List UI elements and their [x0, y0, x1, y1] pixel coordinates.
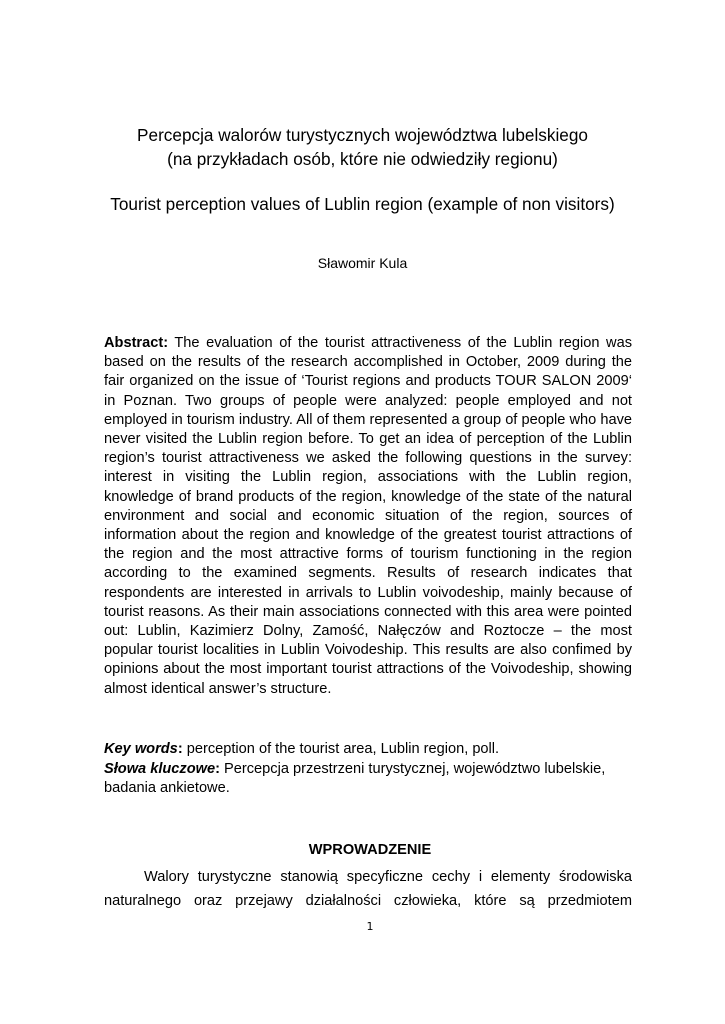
title-english: Tourist perception values of Lublin region (example of non visitors): [110, 194, 615, 214]
abstract-paragraph: [104, 334, 632, 699]
abstract-text: The evaluation of the tourist attractiveness of the Lublin region was based on the results of the research accomplished in October, 2009 during the fair organized on the issue of ‘Tourist regions and products TOUR SALON 2009‘ in Poznan. Two groups of people were analyzed: people employed and not employed in tourism industry. All of them represented a group of people who have never visited the Lublin region before. To get an idea of perception of the Lublin region’s tourist attractiveness we asked the following questions in the survey: interest in visiting the Lublin region, associations with the Lublin region, knowledge of brand products of the region, knowledge of the state of the natural environment and social and economic situation of the region, sources of information about the region and knowledge of the greatest tourist attractions of the region and the most attractive forms of tourism functioning in the region according to the examined segments. Results of research indicates that respondents are interested in arrivals to Lublin voivodeship, mainly because of tourist reasons. As their main associations connected with this area were pointed out: Lublin, Kazimierz Dolny, Zamość, Nałęczów and Roztocze – the most popular tourist localities in Lublin Voivodeship. This results are also confimed by opinions about the most important tourist attractions of the Voivodeship, showing almost identical answer’s structure.: [104, 335, 633, 697]
keywords-english-label: Key words: [104, 741, 178, 757]
title-polish-line-1: Percepcja walorów turystycznych województwa lubelskiego: [137, 125, 588, 145]
keywords-english: Key words: perception of the tourist area, Lublin region, poll.: [104, 741, 500, 757]
abstract-label: Abstract:: [104, 335, 169, 351]
keywords-polish: Słowa kluczowe: Percepcja przestrzeni turystycznej, województwo lubelskie, badania ankietowe.: [104, 761, 606, 797]
keywords-polish-label: Słowa kluczowe: [104, 761, 216, 777]
page-number: 1: [366, 920, 374, 933]
keywords-polish-text: Percepcja przestrzeni turystycznej, województwo lubelskie, badania ankietowe.: [104, 761, 606, 797]
title-polish-line-2: (na przykładach osób, które nie odwiedziły regionu): [167, 149, 558, 169]
section-heading: WPROWADZENIE: [308, 842, 432, 858]
author-name: Sławomir Kula: [317, 255, 408, 271]
intro-paragraph: Walory turystyczne stanowią specyficzne cechy i elementy środowiska naturalnego oraz przejawy działalności człowieka, które są przedmiotem: [104, 869, 632, 909]
keywords-english-text: perception of the tourist area, Lublin region, poll.: [186, 741, 500, 757]
